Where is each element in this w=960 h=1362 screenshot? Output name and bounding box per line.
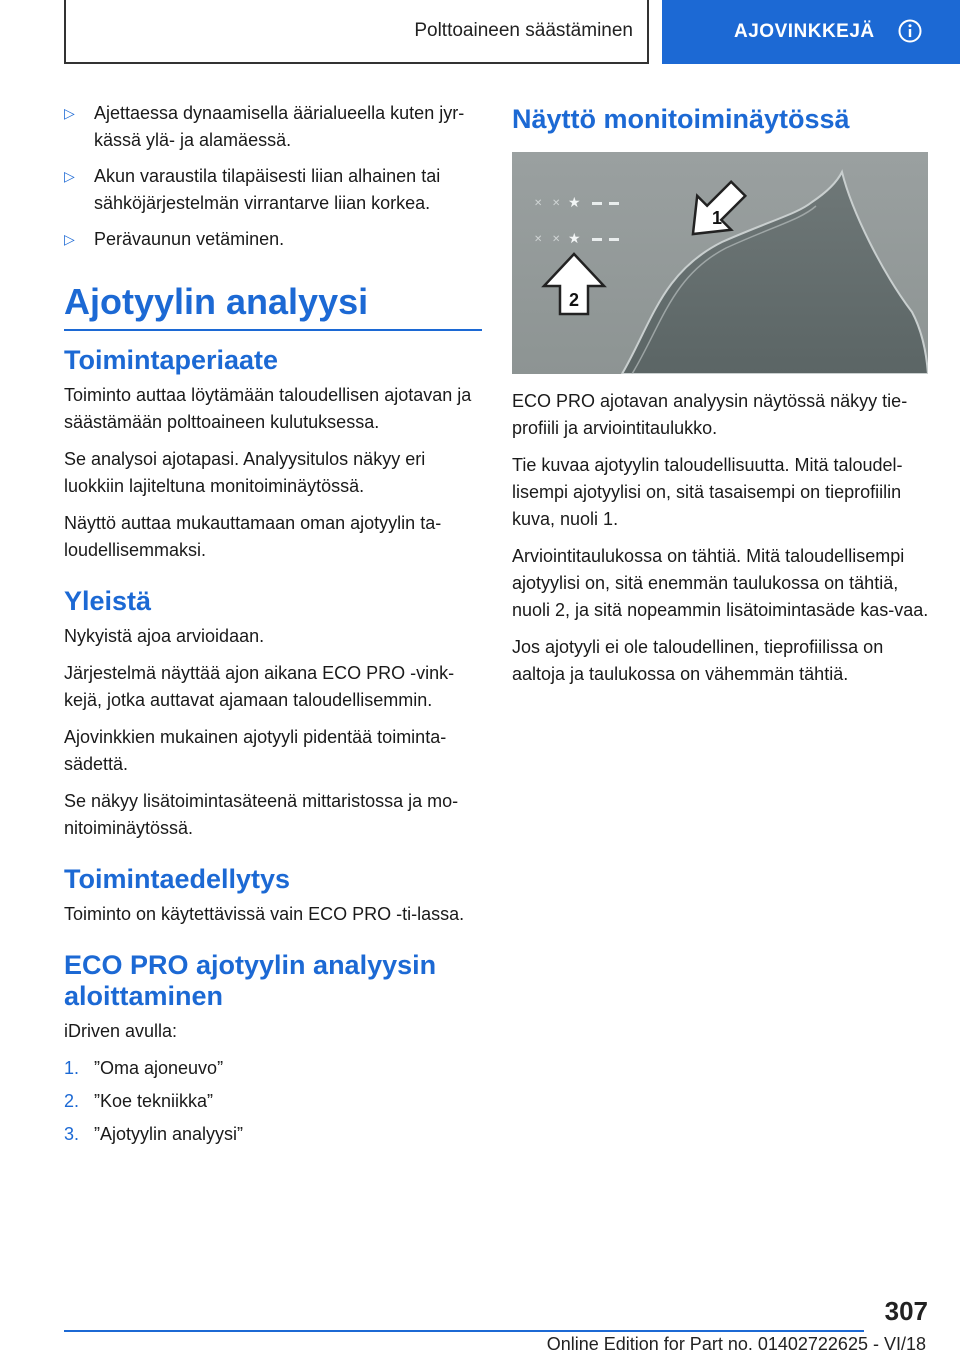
- triangle-bullet-icon: ▷: [64, 168, 75, 184]
- start-heading: ECO PRO ajotyylin analyysin aloittaminen: [64, 950, 437, 1011]
- triangle-bullet-icon: ▷: [64, 231, 75, 247]
- svg-text:✕: ✕: [534, 198, 543, 209]
- list-item: ▷ Ajettaessa dynaamisella äärialueella kuten jyr-kässä ylä- ja alamäessä.: [64, 100, 482, 154]
- paragraph: Se näkyy lisätoimintasäteenä mittaristossa ja mo-nitoiminäytössä.: [64, 791, 459, 838]
- paragraph: Nykyistä ajoa arvioidaan.: [64, 626, 265, 646]
- paragraph: Se analysoi ajotapasi. Analyysitulos näkyy eri luokkiin lajiteltuna monitoiminäytössä.: [64, 449, 426, 496]
- chapter-header: [64, 0, 649, 64]
- paragraph: Järjestelmä näyttää ajon aikana ECO PRO -vink-kejä, jotka auttavat ajamaan taloudellisemmin.: [64, 663, 455, 710]
- general-heading: Yleistä: [64, 586, 152, 616]
- condition-list: [64, 100, 482, 253]
- left-column: [64, 100, 482, 1154]
- footer-divider: [64, 1330, 864, 1332]
- paragraph: Näyttö auttaa mukauttamaan oman ajotyylin ta-loudellisemmaksi.: [64, 513, 442, 560]
- paragraph: Ajovinkkien mukainen ajotyyli pidentää toiminta-sädettä.: [64, 727, 447, 774]
- svg-text:✕: ✕: [552, 234, 561, 245]
- paragraph: Arviointitaulukossa on tähtiä. Mitä taloudellisempi ajotyylisi on, sitä enemmän taulukossa on tähtiä, nuoli 2, ja sitä nopeammin lisätoimintasäde kas-vaa.: [512, 546, 929, 620]
- display-heading: Näyttö monitoiminäytössä: [512, 104, 850, 134]
- eco-pro-display-figure: [512, 152, 928, 374]
- main-heading: Ajotyylin analyysi: [64, 281, 482, 331]
- step-number: 3.: [64, 1124, 80, 1144]
- info-icon: [898, 19, 922, 43]
- section-title: AJOVINKKEJÄ: [734, 21, 875, 42]
- paragraph: ECO PRO ajotavan analyysin näytössä näkyy tie-profiili ja arviointitaulukko.: [512, 391, 908, 438]
- page-number: 307: [884, 1296, 928, 1326]
- step-number: 2.: [64, 1091, 80, 1111]
- triangle-bullet-icon: ▷: [64, 105, 75, 121]
- svg-text:★: ★: [568, 230, 581, 246]
- step-list: [64, 1055, 482, 1148]
- svg-text:2: 2: [568, 290, 580, 310]
- svg-text:✕: ✕: [552, 198, 561, 209]
- paragraph: Toiminto on käytettävissä vain ECO PRO -ti-lassa.: [64, 904, 465, 924]
- list-item: ▷ Akun varaustila tilapäisesti liian alhainen tai sähköjärjestelmän virrantarve liian korkea.: [64, 163, 482, 217]
- svg-text:1: 1: [711, 208, 723, 228]
- chapter-title: Polttoaineen säästäminen: [414, 20, 633, 41]
- paragraph: iDriven avulla:: [64, 1021, 178, 1041]
- principle-heading: Toimintaperiaate: [64, 345, 279, 375]
- svg-text:✕: ✕: [534, 234, 543, 245]
- requirement-heading: Toimintaedellytys: [64, 864, 291, 894]
- paragraph: Jos ajotyyli ei ole taloudellinen, tieprofiilissa on aaltoja ja taulukossa on vähemmän tähtiä.: [512, 637, 884, 684]
- step-number: 1.: [64, 1058, 80, 1078]
- list-item: 1. ”Oma ajoneuvo”: [64, 1055, 482, 1082]
- edition-footer: Online Edition for Part no. 01402722625 - VI/18: [546, 1334, 926, 1354]
- paragraph: Toiminto auttaa löytämään taloudellisen ajotavan ja säästämään polttoaineen kulutuksessa.: [64, 385, 472, 432]
- right-column: [512, 100, 930, 698]
- paragraph: Tie kuvaa ajotyylin taloudellisuutta. Mitä taloudel-lisempi ajotyylisi on, sitä tasaisempi on tieprofiilin kuva, nuoli 1.: [512, 455, 903, 529]
- list-item: ▷ Perävaunun vetäminen.: [64, 226, 482, 253]
- list-item: 3. ”Ajotyylin analyysi”: [64, 1121, 482, 1148]
- section-header: [662, 0, 960, 64]
- list-item: 2. ”Koe tekniikka”: [64, 1088, 482, 1115]
- svg-text:★: ★: [568, 194, 581, 210]
